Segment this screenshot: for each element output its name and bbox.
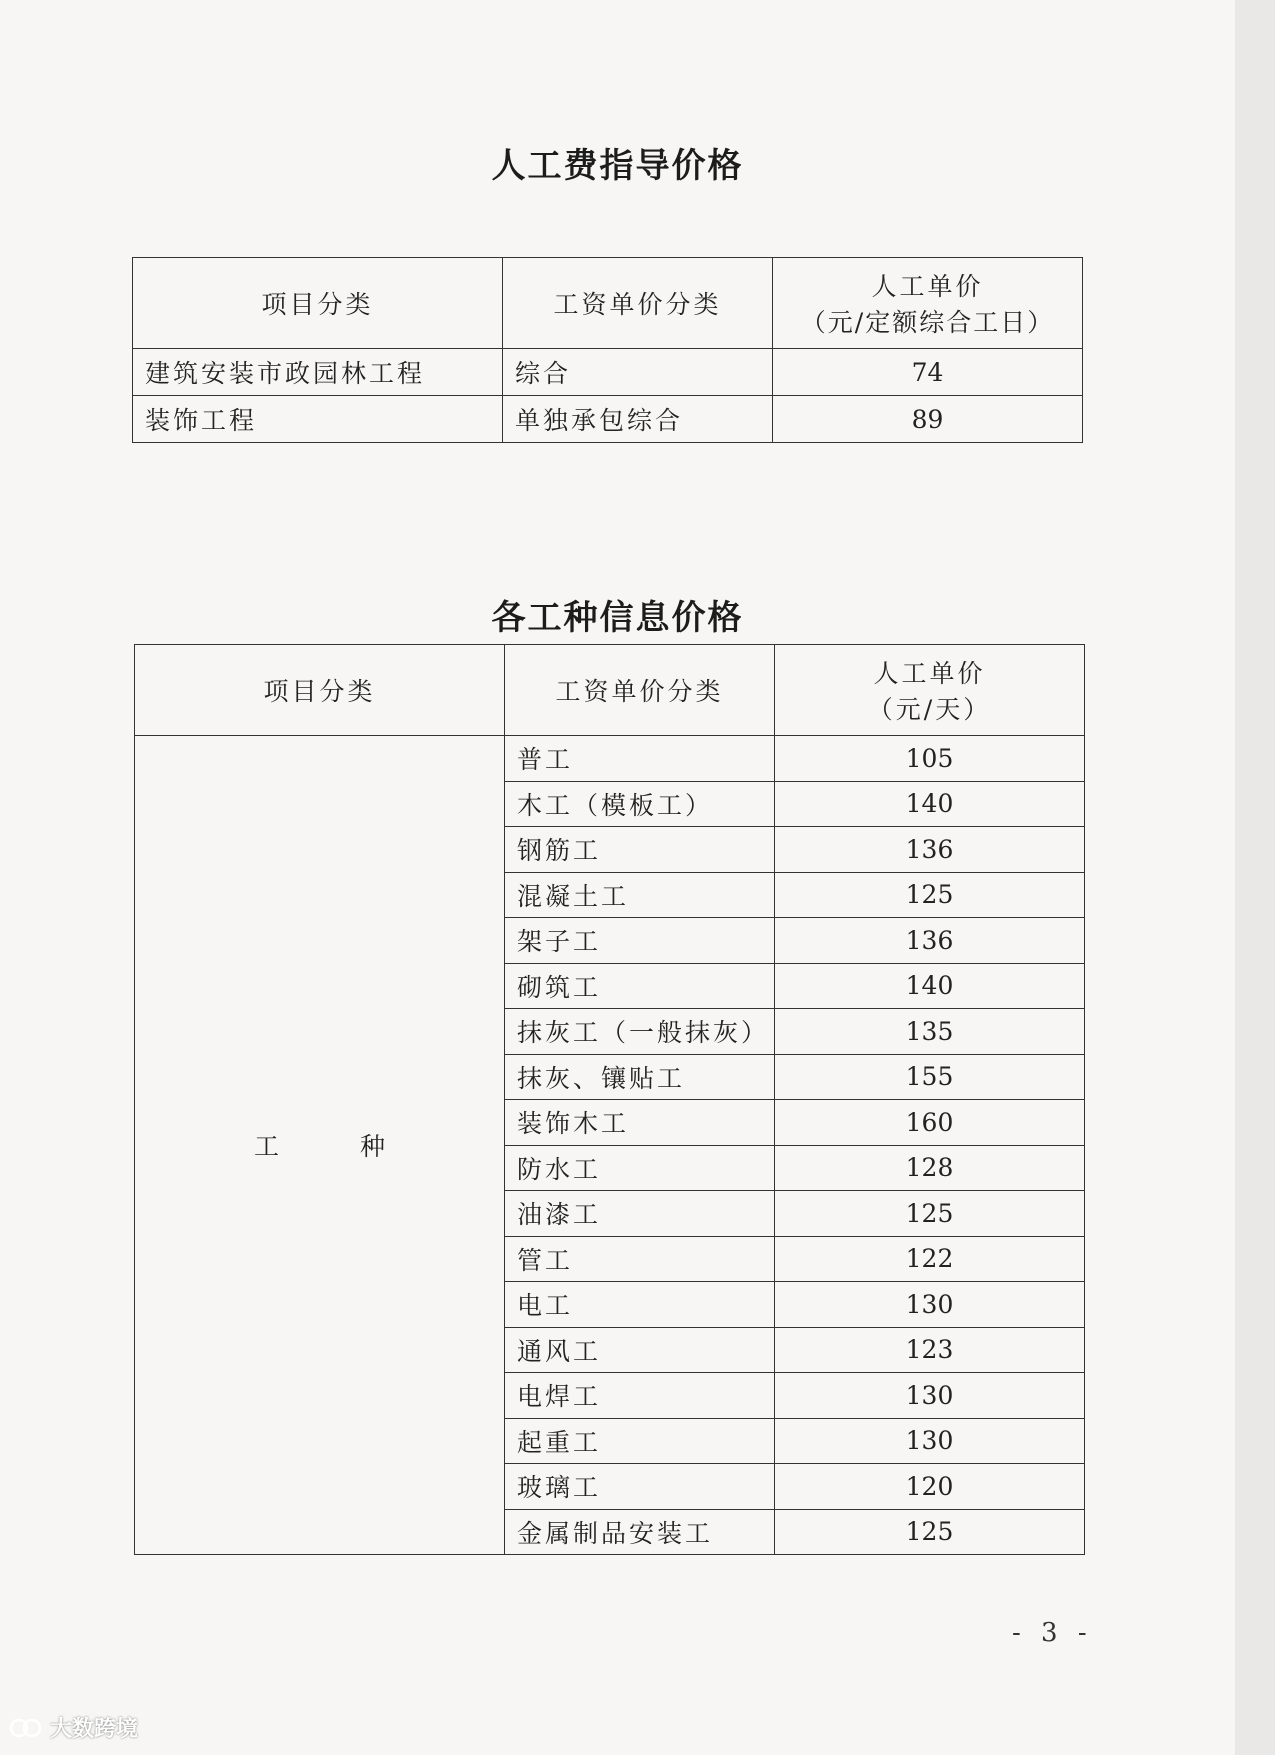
row-price: 120 (775, 1464, 1085, 1510)
header-unit-price (775, 645, 1085, 736)
row-price: 130 (775, 1418, 1085, 1464)
row-type: 钢筋工 (505, 827, 775, 873)
row-type: 装饰木工 (505, 1100, 775, 1146)
row-type: 电工 (505, 1282, 775, 1328)
page-edge (1235, 0, 1275, 1755)
row-price: 140 (775, 781, 1085, 827)
labor-guide-price-table (132, 257, 1083, 443)
watermark-text: 大数跨境 (50, 1717, 139, 1742)
row-price: 130 (775, 1282, 1085, 1328)
row-price: 130 (775, 1373, 1085, 1419)
header-unit-price (773, 258, 1083, 349)
row-price: 74 (773, 349, 1083, 396)
row-type: 起重工 (505, 1418, 775, 1464)
table-header-row (133, 258, 1083, 349)
work-type-price-table (134, 644, 1085, 1555)
row-price: 123 (775, 1327, 1085, 1373)
header-unit-price-line1: 人工单价 (871, 272, 984, 301)
row-type: 电焊工 (505, 1373, 775, 1419)
row-category-worktype: 工 种 (135, 736, 505, 1555)
table-row (133, 396, 1083, 443)
header-unit-price-line1: 人工单价 (873, 659, 986, 688)
row-category: 装饰工程 (133, 396, 503, 443)
row-type: 单独承包综合 (503, 396, 773, 443)
row-type: 玻璃工 (505, 1464, 775, 1510)
row-price: 128 (775, 1145, 1085, 1191)
table-row (135, 736, 1085, 782)
header-category: 项目分类 (135, 645, 505, 736)
row-type: 架子工 (505, 918, 775, 964)
row-type: 普工 (505, 736, 775, 782)
row-type: 通风工 (505, 1327, 775, 1373)
row-type: 油漆工 (505, 1191, 775, 1237)
row-type: 混凝土工 (505, 872, 775, 918)
page-number: - 3 - (1012, 1618, 1093, 1648)
row-type: 管工 (505, 1236, 775, 1282)
row-type: 抹灰、镶贴工 (505, 1054, 775, 1100)
section1-title: 人工费指导价格 (491, 146, 744, 186)
section2-title: 各工种信息价格 (491, 598, 744, 638)
header-wage-type: 工资单价分类 (503, 258, 773, 349)
header-category: 项目分类 (133, 258, 503, 349)
row-price: 136 (775, 918, 1085, 964)
watermark (10, 1712, 138, 1743)
row-price: 140 (775, 963, 1085, 1009)
row-type: 防水工 (505, 1145, 775, 1191)
row-type: 抹灰工（一般抹灰） (505, 1009, 775, 1055)
row-price: 155 (775, 1054, 1085, 1100)
header-wage-type: 工资单价分类 (505, 645, 775, 736)
table-header-row (135, 645, 1085, 736)
row-price: 89 (773, 396, 1083, 443)
table-row (133, 349, 1083, 396)
watermark-logo-icon (10, 1715, 44, 1741)
row-type: 综合 (503, 349, 773, 396)
row-price: 122 (775, 1236, 1085, 1282)
row-price: 125 (775, 872, 1085, 918)
row-price: 125 (775, 1509, 1085, 1555)
row-category: 建筑安装市政园林工程 (133, 349, 503, 396)
row-type: 金属制品安装工 (505, 1509, 775, 1555)
row-price: 125 (775, 1191, 1085, 1237)
header-unit-price-line2: （元/定额综合工日） (800, 308, 1055, 337)
row-type: 木工（模板工） (505, 781, 775, 827)
row-price: 160 (775, 1100, 1085, 1146)
row-price: 136 (775, 827, 1085, 873)
row-price: 135 (775, 1009, 1085, 1055)
row-type: 砌筑工 (505, 963, 775, 1009)
row-price: 105 (775, 736, 1085, 782)
header-unit-price-line2: （元/天） (867, 695, 992, 724)
